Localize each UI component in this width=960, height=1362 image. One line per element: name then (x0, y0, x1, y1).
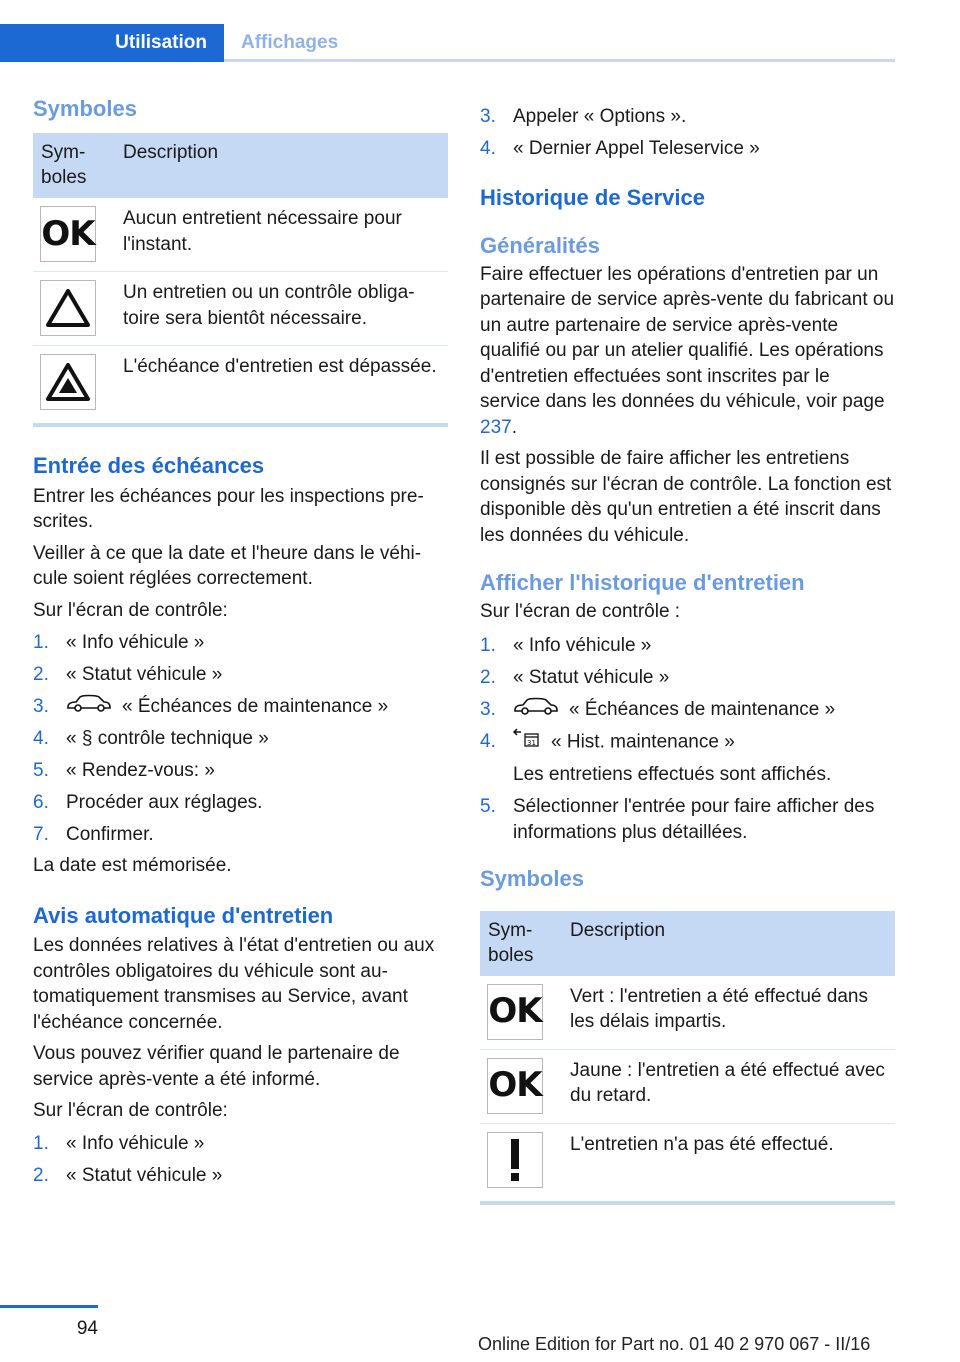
row-description: Aucun entretient nécessaire pour l'instant. (115, 198, 448, 272)
symbols-heading: Symboles (33, 96, 137, 121)
column-header-symbols: Sym- boles (480, 911, 562, 976)
table-row (33, 272, 448, 346)
paragraph: Veiller à ce que la date et l'heure dans le véhicule soient réglées correctement. (33, 542, 422, 590)
exclamation-icon (487, 1132, 543, 1188)
list-item: 7. Confirmer. (33, 824, 154, 846)
table-row (33, 198, 448, 272)
list-item: 4. « Dernier Appel Teleservice » (480, 138, 760, 159)
list-item: 1. « Info véhicule » (33, 632, 205, 654)
row-description: Jaune : l'entretien a été effectué avec du retard. (562, 1049, 895, 1123)
paragraph: Sur l'écran de contrôle: (33, 599, 228, 621)
list-item: 4. « § contrôle technique » (33, 728, 269, 750)
tab-utilisation[interactable]: Utilisation (0, 24, 224, 62)
list-item: 6. Procéder aux réglages. (33, 792, 263, 814)
list-item: 5. « Rendez-vous: » (33, 760, 215, 782)
column-header-description: Description (562, 911, 895, 976)
edition-note: Online Edition for Part no. 01 40 2 970 067 - II/16 (478, 1334, 871, 1354)
list-item: 2. « Statut véhicule » (33, 664, 223, 686)
table-row (480, 1049, 895, 1123)
paragraph: Sur l'écran de contrôle : (480, 600, 681, 622)
car-icon (513, 694, 559, 726)
list-item: 2. « Statut véhicule » (480, 667, 670, 689)
table-row (480, 1123, 895, 1197)
paragraph: Faire effectuer les opérations d'entretien par un partenaire de service après-vente du fabricant ou un autre partenaire de service après-vente qualifié ou par un atelier qualifié. Les opérations d'entretien effectuées sont inscrites par le service dans les données du véhicule, voir page 237. (480, 263, 895, 438)
paragraph: Sur l'écran de contrôle: (33, 1100, 228, 1122)
history-heading: Historique de Service (480, 185, 705, 210)
row-description: L'échéance d'entretien est dépassée. (123, 356, 437, 378)
list-item-subtext: Les entretiens effectués sont affichés. (513, 764, 832, 786)
table-bottom-rule (480, 1201, 895, 1205)
auto-steps-list (33, 1128, 448, 1192)
page-link[interactable]: 237 (480, 416, 512, 438)
entry-steps-list (33, 627, 448, 851)
row-description: Vert : l'entretien a été effectué dans les délais impartis. (562, 976, 895, 1050)
paragraph: Les données relatives à l'état d'entretien ou aux contrôles obligatoires du véhicule sont automatiquement transmises au Service, avant l'échéance concernée. (33, 935, 435, 1033)
service-history-icon (513, 726, 541, 759)
list-item: 4. 31 « Hist. maintenance » Les entretiens effectués sont affichés. (480, 726, 895, 791)
list-item: 1. « Info véhicule » (33, 1132, 205, 1154)
car-icon (66, 691, 112, 723)
table-header-row (33, 133, 448, 198)
page-number: 94 (76, 1318, 98, 1339)
table-bottom-rule (33, 423, 448, 427)
table-row (480, 976, 895, 1050)
table-header-row (480, 911, 895, 976)
continued-steps-list (480, 101, 895, 165)
right-column (480, 101, 895, 1205)
list-item: 1. « Info véhicule » (480, 635, 652, 657)
chapter-header (0, 0, 895, 62)
header-rule (224, 59, 895, 62)
history-symbols-table (480, 911, 895, 1197)
column-header-symbols: Sym- boles (33, 133, 115, 198)
general-heading: Généralités (480, 233, 600, 259)
symbols-table (33, 133, 448, 419)
list-item: 3. Appeler « Options ». (480, 106, 687, 127)
paragraph: Vous pouvez vérifier quand le partenaire de service après-vente a été informé. (33, 1043, 400, 1090)
left-column (33, 96, 448, 1192)
svg-text:31: 31 (527, 739, 536, 748)
row-description: L'entretien n'a pas été effectué. (570, 1133, 834, 1155)
column-header-description: Description (115, 133, 448, 198)
ok-icon: OK (487, 1058, 543, 1114)
overdue-triangle-icon (40, 354, 96, 410)
list-item: 3. « Échéances de maintenance » (480, 694, 895, 726)
table-row (33, 346, 448, 420)
paragraph: La date est mémorisée. (33, 855, 232, 877)
ok-icon: OK (40, 206, 96, 262)
show-history-heading: Afficher l'historique d'entretien (480, 570, 805, 596)
list-item: 2. « Statut véhicule » (33, 1164, 223, 1186)
warning-triangle-icon (40, 280, 96, 336)
paragraph: Il est possible de faire afficher les entretiens consignés sur l'écran de contrôle. La fonction est disponible dès qu'un entretien a été inscrit dans les données du véhicule. (480, 448, 892, 546)
tab-affichages[interactable]: Affichages (224, 24, 895, 62)
list-item: 5. Sélectionner l'entrée pour faire afficher des informations plus détaillées. (480, 796, 875, 843)
list-item: 3. « Échéances de maintenance » (33, 691, 448, 723)
auto-notice-heading: Avis automatique d'entretien (33, 902, 334, 928)
entry-heading: Entrée des échéances (33, 453, 265, 479)
show-steps-list (480, 630, 895, 848)
footer-rule (0, 1305, 98, 1308)
symbols-heading-2: Symboles (480, 866, 584, 892)
ok-icon: OK (487, 984, 543, 1040)
paragraph: Entrer les échéances pour les inspections prescrites. (33, 485, 424, 533)
row-description: Un entretien ou un contrôle obligatoire sera bientôt nécessaire. (115, 272, 448, 346)
